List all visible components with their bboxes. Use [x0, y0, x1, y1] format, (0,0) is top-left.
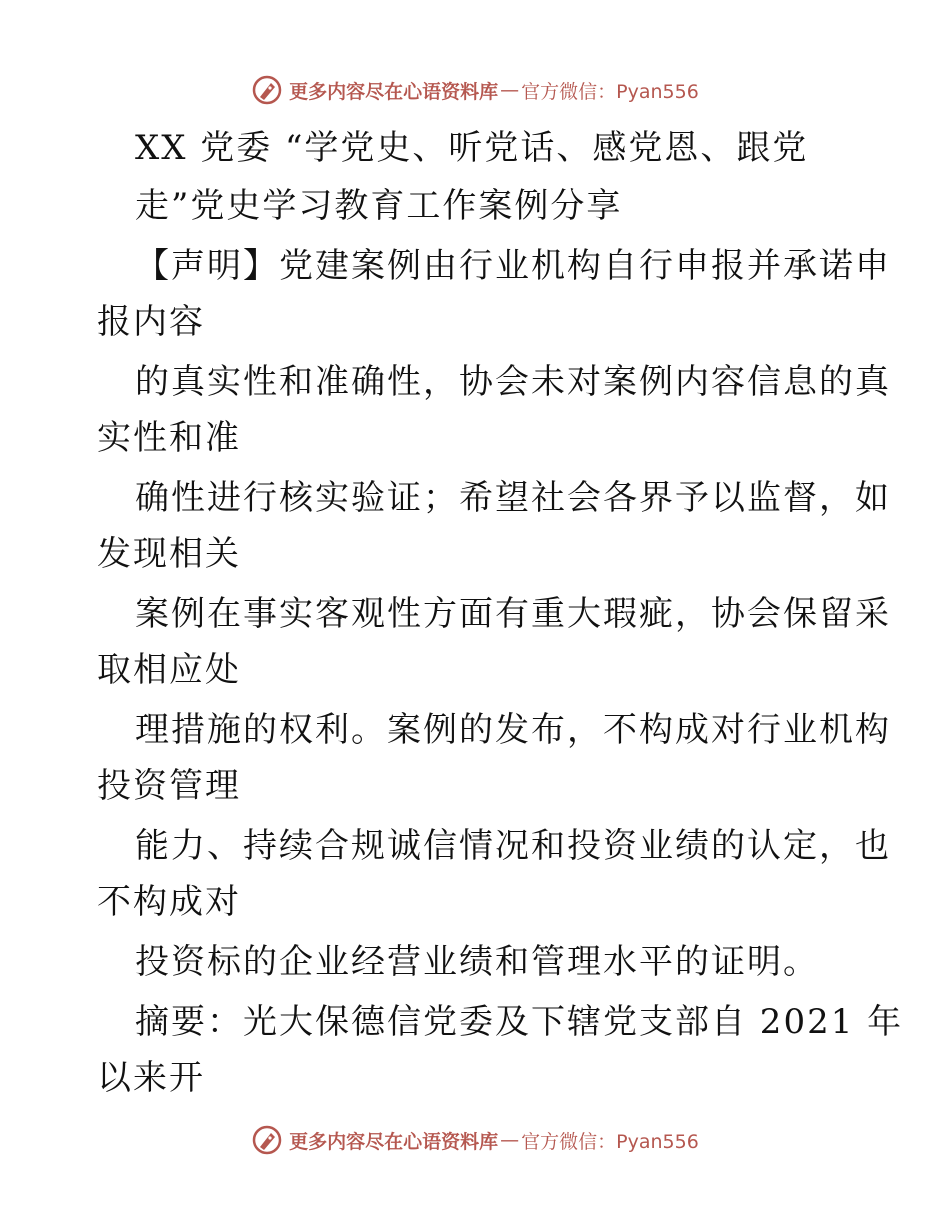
- watermark-brand: 更多内容尽在心语资料库: [289, 80, 499, 103]
- watermark-separator: —: [500, 1129, 520, 1151]
- text-line: 报内容: [97, 302, 205, 342]
- text-line: 取相应处: [97, 650, 241, 690]
- watermark-separator: —: [500, 79, 520, 101]
- text-line: 投资管理: [97, 766, 241, 806]
- text-line: 发现相关: [97, 534, 241, 574]
- text-line: 【声明】党建案例由行业机构自行申报并承诺申: [135, 246, 891, 286]
- text-line: 不构成对: [97, 882, 241, 922]
- watermark-brand: 更多内容尽在心语资料库: [289, 1130, 499, 1153]
- text-line: 实性和准: [97, 418, 241, 458]
- abstract-line: 以来开: [97, 1058, 205, 1098]
- pen-nib-logo-icon: [251, 1124, 283, 1156]
- text-line: 能力、持续合规诚信情况和投资业绩的认定，也: [135, 826, 891, 866]
- abstract-line: 摘要：光大保德信党委及下辖党支部自 2021 年: [135, 1002, 904, 1042]
- title-line-1: XX 党委 “学党史、听党话、感党恩、跟党: [135, 128, 809, 168]
- pen-nib-logo-icon: [251, 74, 283, 106]
- text-line: 案例在事实客观性方面有重大瑕疵，协会保留采: [135, 594, 891, 634]
- title-line-2: 走”党史学习教育工作案例分享: [135, 186, 623, 226]
- text-line: 的真实性和准确性，协会未对案例内容信息的真: [135, 362, 891, 402]
- text-line: 投资标的企业经营业绩和管理水平的证明。: [135, 942, 819, 982]
- text-line: 确性进行核实验证；希望社会各界予以监督，如: [135, 478, 891, 518]
- watermark-contact: 官方微信：Pyan556: [521, 80, 699, 103]
- text-line: 理措施的权利。案例的发布，不构成对行业机构: [135, 710, 891, 750]
- header-watermark: [0, 70, 950, 110]
- footer-watermark: [0, 1120, 950, 1160]
- watermark-contact: 官方微信：Pyan556: [521, 1130, 699, 1153]
